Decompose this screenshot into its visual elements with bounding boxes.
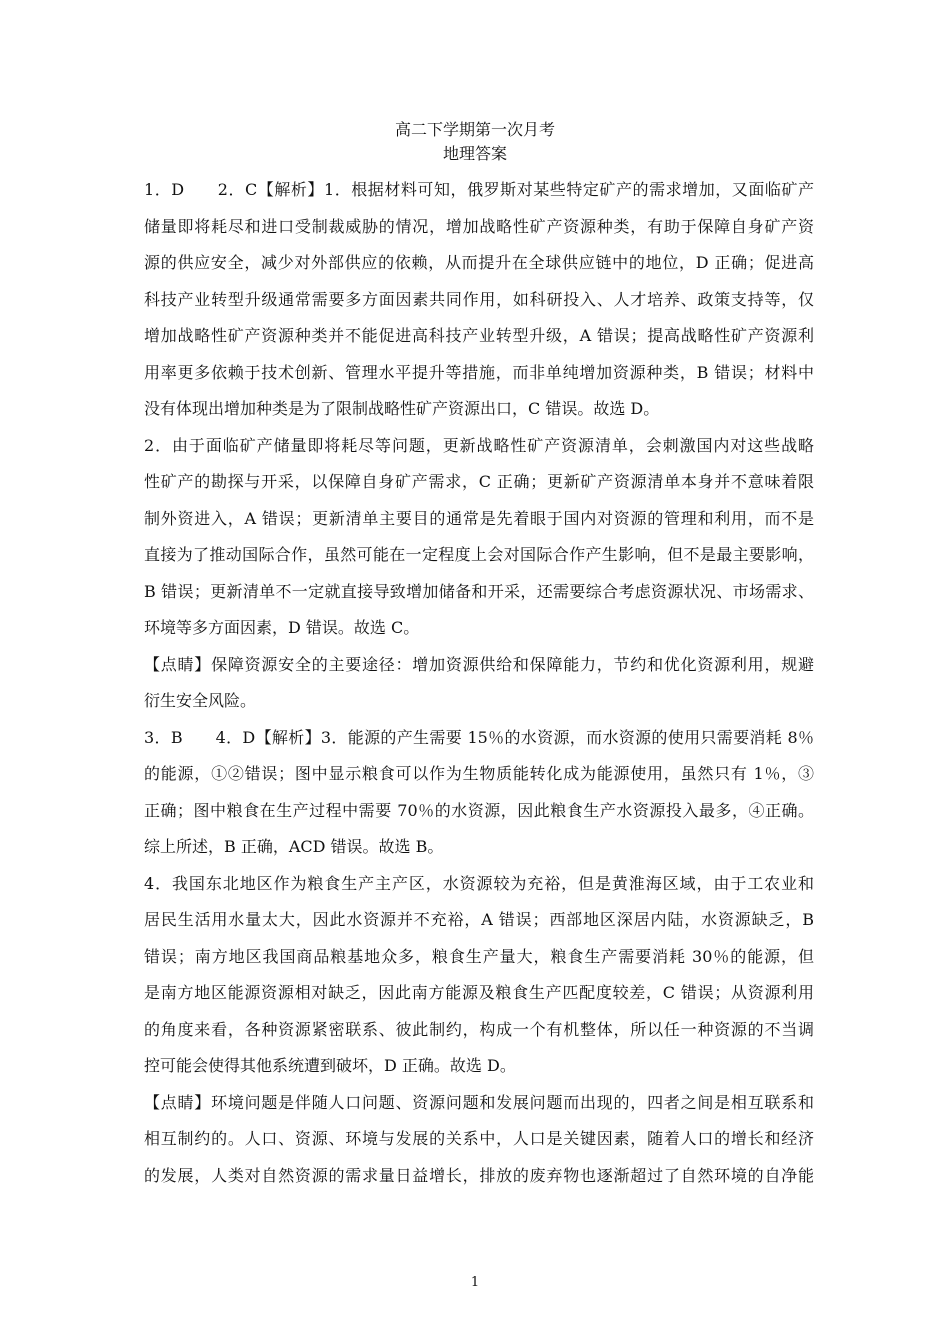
text-line: 相互制约的。人口、资源、环境与发展的关系中，人口是关键因素，随着人口的增长和经济 <box>144 1129 814 1148</box>
text-line: 环境等多方面因素，D 错误。故选 C。 <box>144 618 420 637</box>
document-subtitle: 地理答案 <box>442 144 507 163</box>
page-number: 1 <box>470 1275 480 1290</box>
text-line: 3．B 4．D【解析】3．能源的产生需要 15％的水资源，而水资源的使用只需要消耗 8％ <box>144 727 814 747</box>
text-line: 1．D 2．C【解析】1．根据材料可知，俄罗斯对某些特定矿产的需求增加，又面临矿产 <box>144 180 814 199</box>
text-line: 控可能会使得其他系统遭到破坏，D 正确。故选 D。 <box>144 1056 516 1075</box>
text-line: 增加战略性矿产资源种类并不能促进高科技产业转型升级，A 错误；提高战略性矿产资源利 <box>144 326 814 345</box>
text-line: 性矿产的勘探与开采，以保障自身矿产需求，C 正确；更新矿产资源清单本身并不意味着限 <box>144 472 814 491</box>
text-line: 居民生活用水量太大，因此水资源并不充裕，A 错误；西部地区深居内陆，水资源缺乏，B <box>144 910 814 929</box>
text-line: 衍生安全风险。 <box>144 691 257 710</box>
text-line: 直接为了推动国际合作，虽然可能在一定程度上会对国际合作产生影响，但不是最主要影响， <box>144 545 814 564</box>
text-line: 科技产业转型升级通常需要多方面因素共同作用，如科研投入、人才培养、政策支持等，仅 <box>144 289 814 309</box>
text-line: 的发展，人类对自然资源的需求量日益增长，排放的废弃物也逐渐超过了自然环境的自净能 <box>144 1165 814 1185</box>
text-line: 综上所述，B 正确，ACD 错误。故选 B。 <box>144 837 444 856</box>
text-line: 的能源，①②错误；图中显示粮食可以作为生物质能转化成为能源使用，虽然只有 1％，③ <box>144 764 814 783</box>
text-line: 4．我国东北地区作为粮食生产主产区，水资源较为充裕，但是黄淮海区域，由于工农业和 <box>144 873 814 893</box>
text-line: 2．由于面临矿产储量即将耗尽等问题，更新战略性矿产资源清单，会刺激国内对这些战略 <box>144 435 814 455</box>
text-line: 没有体现出增加种类是为了限制战略性矿产资源出口，C 错误。故选 D。 <box>144 399 660 418</box>
text-line: 【点睛】保障资源安全的主要途径：增加资源供给和保障能力，节约和优化资源利用，规避 <box>144 654 814 674</box>
text-line: 错误；南方地区我国商品粮基地众多，粮食生产量大，粮食生产需要消耗 30％的能源，但 <box>144 946 814 966</box>
document-title: 高二下学期第一次月考 <box>394 120 555 139</box>
text-line: 正确；图中粮食在生产过程中需要 70％的水资源，因此粮食生产水资源投入最多，④正确。 <box>144 800 814 820</box>
text-line: 【点睛】环境问题是伴随人口问题、资源问题和发展问题而出现的，四者之间是相互联系和 <box>144 1092 814 1112</box>
text-line: 是南方地区能源资源相对缺乏，因此南方能源及粮食生产匹配度较差，C 错误；从资源利用 <box>144 983 814 1002</box>
text-line: 源的供应安全，减少对外部供应的依赖，从而提升在全球供应链中的地位，D 正确；促进高 <box>144 253 814 272</box>
text-line: 制外资进入，A 错误；更新清单主要目的通常是先着眼于国内对资源的管理和利用，而不是 <box>144 508 814 528</box>
text-line: 的角度来看，各种资源紧密联系、彼此制约，构成一个有机整体，所以任一种资源的不当调 <box>144 1019 814 1039</box>
text-line: 用率更多依赖于技术创新、管理水平提升等措施，而非单纯增加资源种类，B 错误；材料中 <box>144 362 814 382</box>
text-line: B 错误；更新清单不一定就直接导致增加储备和开采，还需要综合考虑资源状况、市场需求、 <box>144 581 814 601</box>
answer-body <box>144 172 814 1194</box>
text-line: 储量即将耗尽和进口受制裁威胁的情况，增加战略性矿产资源种类，有助于保障自身矿产资 <box>144 216 814 236</box>
